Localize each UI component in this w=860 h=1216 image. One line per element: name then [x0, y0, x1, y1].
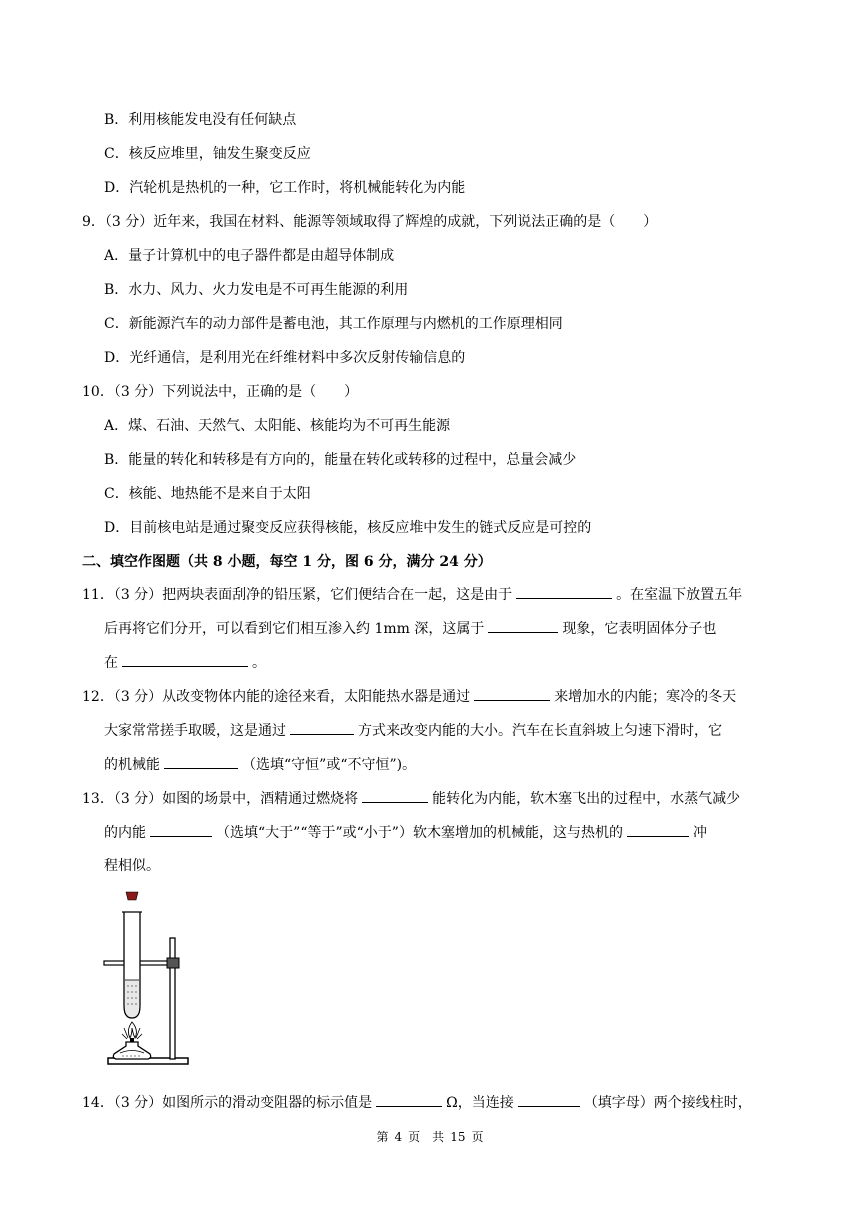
q14-line1 — [82, 1092, 752, 1113]
q11-text-2b: 现象，它表明固体分子也 — [562, 621, 717, 637]
section-heading: 二、填空作图题（共 8 小题，每空 1 分，图 6 分，满分 24 分） — [82, 554, 492, 570]
q13-text-2a: 的内能 — [104, 825, 146, 841]
answer-blank[interactable] — [474, 686, 550, 701]
q8-option-d: D．汽轮机是热机的一种，它工作时，将机械能转化为内能 — [104, 180, 466, 196]
q14-text-a: 14．（3 分）如图所示的滑动变阻器的标示值是 — [82, 1095, 373, 1111]
q9-option-b: B．水力、风力、火力发电是不可再生能源的利用 — [104, 282, 409, 298]
q12-text-2a: 大家常常搓手取暖，这是通过 — [104, 723, 286, 739]
q10-option-c: C．核能、地热能不是来自于太阳 — [104, 486, 311, 502]
answer-blank[interactable] — [516, 584, 612, 599]
q11-line3 — [104, 652, 266, 673]
q13-text-1a: 13．（3 分）如图的场景中，酒精通过燃烧将 — [82, 791, 359, 807]
q14-text-c: （填字母）两个接线柱时， — [583, 1095, 752, 1111]
q10-option-b: B．能量的转化和转移是有方向的，能量在转化或转移的过程中，总量会减少 — [104, 452, 577, 468]
answer-blank[interactable] — [362, 788, 428, 803]
q13-line1 — [82, 788, 740, 809]
stand-rod — [170, 938, 175, 1059]
answer-blank[interactable] — [488, 618, 558, 633]
footer-text: 第 — [376, 1130, 389, 1144]
answer-blank[interactable] — [150, 822, 212, 837]
q12-line2 — [104, 720, 722, 741]
q11-line2 — [104, 618, 716, 639]
q12-line1 — [82, 686, 736, 707]
page-number: 4 — [394, 1130, 403, 1144]
q12-text-3a: 的机械能 — [104, 757, 160, 773]
q13-text-2b: （选填“大于”“等于”或“小于”）软木塞增加的机械能，这与热机的 — [216, 825, 623, 841]
water — [125, 980, 139, 1017]
q13-text-2c: 冲 — [692, 825, 707, 841]
q10-stem: 10．（3 分）下列说法中，正确的是（ ） — [82, 384, 359, 400]
answer-blank[interactable] — [122, 652, 248, 667]
q9-option-d: D．光纤通信，是利用光在纤维材料中多次反射传输信息的 — [104, 350, 466, 366]
q12-text-1b: 来增加水的内能；寒冷的冬天 — [554, 689, 737, 705]
q11-text-1a: 11．（3 分）把两块表面刮净的铅压紧，它们便结合在一起，这是由于 — [82, 587, 513, 603]
q13-text-1b: 能转化为内能，软木塞飞出的过程中，水蒸气减少 — [432, 791, 741, 807]
q9-option-c: C．新能源汽车的动力部件是蓄电池，其工作原理与内燃机的工作原理相同 — [104, 316, 563, 332]
answer-blank[interactable] — [518, 1092, 580, 1107]
q11-text-1b: 。在室温下放置五年 — [616, 587, 743, 603]
q12-text-2b: 方式来改变内能的大小。汽车在长直斜坡上匀速下滑时，它 — [358, 723, 722, 739]
apparatus-figure — [100, 888, 220, 1073]
q12-text-3b: （选填“守恒”或“不守恒”)。 — [242, 757, 417, 773]
q12-text-1a: 12．（3 分）从改变物体内能的途径来看，太阳能热水器是通过 — [82, 689, 471, 705]
q11-text-2a: 后再将它们分开，可以看到它们相互渗入约 1mm 深，这属于 — [104, 621, 485, 637]
q13-line3: 程相似。 — [104, 858, 160, 874]
q8-option-c: C．核反应堆里，铀发生聚变反应 — [104, 146, 311, 162]
footer-text: 页 — [471, 1130, 484, 1144]
q11-text-3a: 在 — [104, 655, 118, 671]
q9-stem: 9．（3 分）近年来，我国在材料、能源等领域取得了辉煌的成就，下列说法正确的是（ ） — [82, 214, 658, 230]
q10-option-a: A．煤、石油、天然气、太阳能、核能均为不可再生能源 — [104, 418, 451, 434]
answer-blank[interactable] — [376, 1092, 442, 1107]
q10-option-d: D．目前核电站是通过聚变反应获得核能，核反应堆中发生的链式反应是可控的 — [104, 520, 592, 536]
q13-line2 — [104, 822, 707, 843]
q8-option-b: B．利用核能发电没有任何缺点 — [104, 112, 297, 128]
footer-text: 页 共 — [408, 1130, 445, 1144]
total-pages: 15 — [450, 1130, 466, 1144]
q14-text-b: Ω，当连接 — [446, 1095, 514, 1111]
clamp-boss — [167, 958, 179, 968]
page-footer — [0, 1129, 860, 1145]
q9-option-a: A．量子计算机中的电子器件都是由超导体制成 — [104, 248, 395, 264]
q11-text-3b: 。 — [252, 655, 266, 671]
answer-blank[interactable] — [290, 720, 354, 735]
answer-blank[interactable] — [627, 822, 689, 837]
cork-stopper — [126, 892, 138, 900]
answer-blank[interactable] — [164, 754, 238, 769]
flame — [128, 1022, 136, 1038]
q11-line1 — [82, 584, 742, 605]
q12-line3 — [104, 754, 416, 775]
